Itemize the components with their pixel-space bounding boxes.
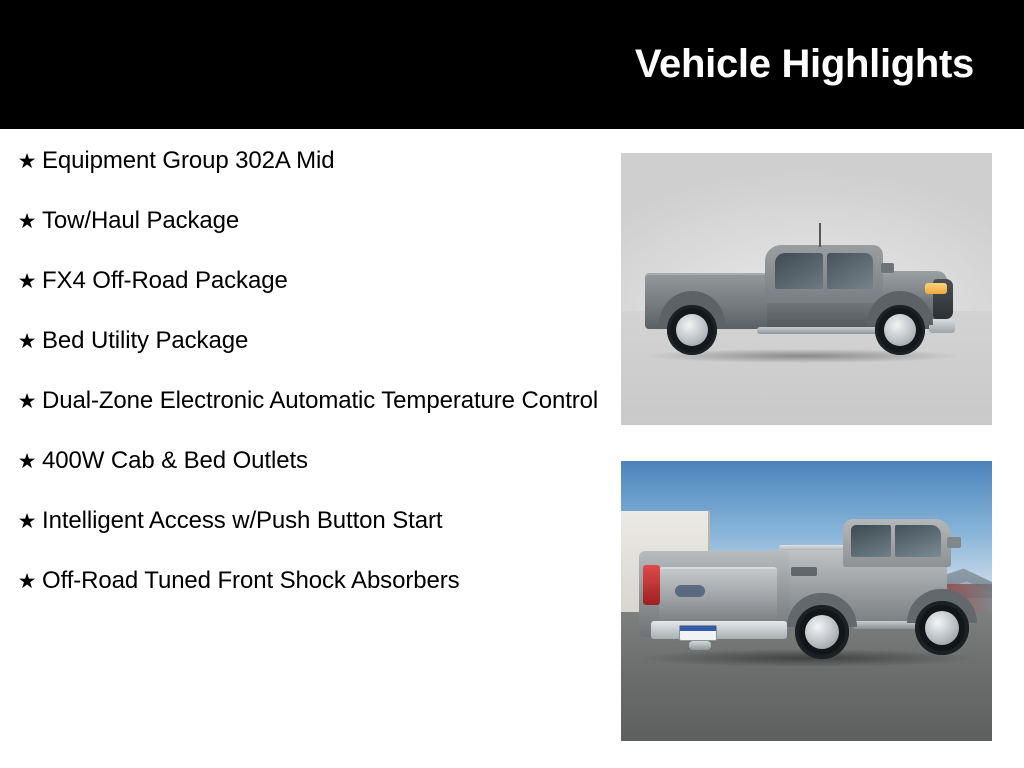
truck-fx4-badge — [791, 567, 817, 576]
truck-rear-bumper — [651, 621, 787, 639]
page-title: Vehicle Highlights — [634, 42, 974, 86]
truck-headlight — [925, 283, 947, 294]
truck-tail-light — [643, 565, 660, 605]
list-item — [12, 203, 602, 239]
list-item-label: Tow/Haul Package — [42, 207, 240, 234]
truck-exhaust-tip — [689, 641, 711, 650]
truck-running-board — [757, 327, 887, 334]
truck-illustration-side — [637, 223, 977, 373]
list-item — [12, 263, 602, 299]
list-item — [12, 143, 602, 179]
star-icon: ★ — [17, 510, 37, 533]
star-icon: ★ — [17, 390, 37, 413]
truck-rear-wheel — [795, 605, 849, 659]
star-icon: ★ — [17, 330, 37, 353]
truck-front-wheel — [915, 601, 969, 655]
list-item-label: FX4 Off-Road Package — [42, 267, 288, 294]
list-item-label: Bed Utility Package — [42, 327, 249, 354]
truck-mirror — [947, 537, 961, 548]
vehicle-photo-outdoor-rear — [621, 461, 992, 741]
truck-illustration-rear — [629, 509, 985, 699]
license-plate — [679, 625, 717, 641]
vehicle-photo-studio-side — [621, 153, 992, 425]
star-icon: ★ — [17, 570, 37, 593]
truck-front-wheel — [875, 305, 925, 355]
list-item-label: Dual-Zone Electronic Automatic Temperature Control — [42, 387, 599, 414]
star-icon: ★ — [17, 270, 37, 293]
star-icon: ★ — [17, 210, 37, 233]
star-icon: ★ — [17, 450, 37, 473]
highlights-list — [12, 143, 602, 623]
list-item-label: Intelligent Access w/Push Button Start — [42, 507, 443, 534]
list-item-label: Off-Road Tuned Front Shock Absorbers — [42, 567, 460, 594]
truck-front-window — [895, 525, 941, 557]
truck-rear-window — [851, 525, 891, 557]
list-item — [12, 383, 602, 419]
truck-rear-wheel — [667, 305, 717, 355]
slide-header-bar — [0, 0, 1024, 129]
license-plate-band — [680, 626, 716, 631]
truck-mirror — [881, 263, 894, 273]
truck-antenna — [819, 223, 821, 247]
list-item-label: Equipment Group 302A Mid — [42, 147, 335, 174]
truck-front-window — [827, 253, 873, 289]
list-item-label: 400W Cab & Bed Outlets — [42, 447, 308, 474]
list-item — [12, 563, 602, 599]
list-item — [12, 323, 602, 359]
list-item — [12, 443, 602, 479]
star-icon: ★ — [17, 150, 37, 173]
truck-ford-badge — [675, 585, 705, 597]
list-item — [12, 503, 602, 539]
truck-rear-window — [775, 253, 823, 289]
